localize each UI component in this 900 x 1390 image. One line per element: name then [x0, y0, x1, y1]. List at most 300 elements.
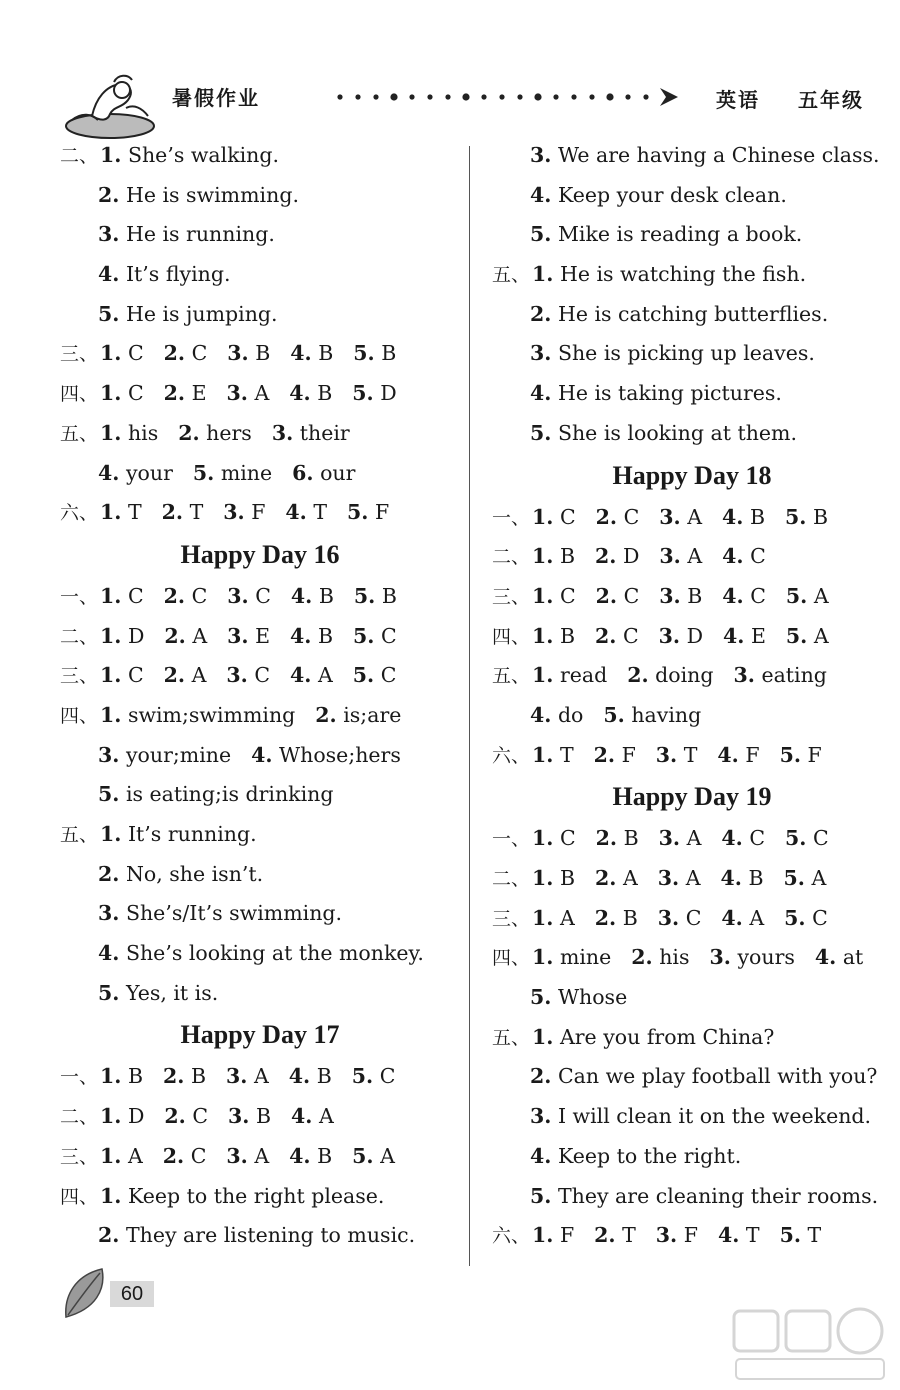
answer-text: C	[380, 663, 397, 688]
answer-text: B	[317, 623, 334, 648]
answer-text: C	[192, 1104, 208, 1129]
answer-item	[289, 374, 332, 414]
answer-text: B	[748, 866, 764, 890]
answer-text: Keep your desk clean.	[557, 182, 787, 207]
answer-text: F	[621, 742, 636, 767]
question-number: 4.	[530, 702, 552, 727]
answer-line	[492, 736, 892, 776]
answer-text: A	[685, 866, 701, 890]
answer-text: C	[559, 504, 576, 529]
question-number: 3.	[657, 905, 680, 930]
answer-item	[532, 1018, 774, 1058]
answer-line	[492, 136, 892, 176]
answer-text: read	[559, 663, 608, 688]
answer-item	[98, 855, 263, 895]
grade-label: 五年级	[798, 88, 864, 112]
question-number: 4.	[723, 623, 745, 648]
question-number: 1.	[100, 1064, 122, 1089]
answer-item	[100, 815, 257, 855]
question-number: 1.	[100, 702, 122, 727]
question-number: 5.	[785, 623, 808, 648]
section-number: 三、	[60, 1145, 99, 1168]
question-number: 2.	[595, 583, 618, 608]
answer-item	[594, 1216, 636, 1256]
question-number: 2.	[98, 1223, 120, 1248]
answer-text: A	[687, 544, 703, 569]
answer-text: eating	[761, 663, 827, 688]
answer-text: E	[191, 381, 207, 406]
question-number: 1.	[532, 905, 554, 930]
question-number: 4.	[722, 583, 744, 608]
question-number: 2.	[627, 663, 649, 688]
answer-item	[721, 899, 764, 939]
answer-item	[164, 656, 207, 696]
answer-text: your	[125, 460, 173, 485]
answer-item	[784, 859, 827, 899]
answer-text: E	[750, 623, 766, 648]
answer-item	[164, 617, 207, 657]
question-number: 5.	[785, 583, 808, 608]
answer-item	[627, 656, 713, 696]
answer-item	[354, 577, 397, 617]
answer-text: mine	[220, 460, 273, 485]
answer-text: F	[251, 500, 266, 525]
question-number: 1.	[532, 262, 554, 287]
answer-text: T	[807, 1223, 822, 1248]
question-number: 4.	[530, 182, 552, 207]
question-number: 4.	[289, 381, 311, 406]
answer-item	[226, 656, 270, 696]
answer-line	[492, 978, 892, 1018]
question-number: 3.	[733, 663, 755, 688]
answer-line	[60, 1057, 460, 1097]
section-number: 六、	[492, 744, 531, 767]
day-heading: Happy Day 17	[180, 1020, 340, 1050]
section-number: 二、	[60, 1106, 99, 1129]
answer-item	[786, 577, 829, 617]
answer-text: B	[749, 504, 766, 529]
answer-line	[60, 215, 460, 255]
question-number: 1.	[532, 1024, 554, 1049]
answer-item	[98, 454, 173, 494]
section-number: 六、	[492, 1225, 531, 1248]
answer-text: do	[557, 702, 584, 727]
answer-text: A	[253, 1064, 269, 1089]
question-number: 3.	[98, 742, 120, 767]
answer-item	[532, 255, 806, 295]
question-number: 2.	[163, 583, 186, 608]
question-number: 2.	[163, 1064, 185, 1089]
question-number: 4.	[530, 381, 552, 406]
answer-text: T	[745, 1223, 760, 1248]
question-number: 3.	[227, 623, 249, 648]
answer-item	[594, 736, 636, 776]
answer-line	[492, 1137, 892, 1177]
answer-item	[595, 859, 638, 899]
answer-line	[60, 815, 460, 855]
answer-line	[60, 656, 460, 696]
section-number: 五、	[60, 422, 99, 445]
answer-text: having	[631, 702, 702, 727]
answer-item	[98, 974, 218, 1014]
question-number: 2.	[315, 702, 337, 727]
answer-item	[290, 617, 333, 657]
answer-item	[530, 1137, 741, 1177]
answer-text: Mike is reading a book.	[557, 222, 803, 247]
answer-item	[100, 1177, 384, 1217]
answer-item	[100, 696, 295, 736]
answer-text: Are you from China?	[559, 1024, 775, 1049]
answer-line	[492, 938, 892, 978]
answer-item	[100, 334, 144, 374]
question-number: 1.	[532, 623, 554, 648]
answer-item	[228, 1097, 271, 1137]
answer-item	[815, 938, 863, 978]
answer-item	[532, 617, 575, 657]
answer-line	[60, 1137, 460, 1177]
answer-item	[98, 894, 342, 934]
answer-item	[530, 414, 797, 454]
question-number: 3.	[659, 504, 681, 529]
answer-text: A	[687, 504, 702, 529]
answer-item	[530, 696, 583, 736]
answer-line	[492, 577, 892, 617]
question-number: 5.	[784, 905, 806, 930]
section-number: 一、	[492, 828, 531, 851]
answer-text: his	[659, 945, 690, 970]
answer-text: C	[127, 341, 144, 366]
answer-item	[226, 1057, 269, 1097]
answer-line	[492, 374, 892, 414]
answer-item	[659, 577, 702, 617]
answer-line	[492, 295, 892, 335]
answer-line	[60, 855, 460, 895]
answer-text: They are cleaning their rooms.	[557, 1183, 879, 1208]
answer-text: She is looking at them.	[557, 420, 797, 445]
answer-text: We are having a Chinese class.	[557, 143, 880, 167]
question-number: 1.	[532, 866, 554, 890]
answer-item	[780, 736, 822, 776]
answer-text: A	[127, 1143, 143, 1168]
answer-item	[290, 334, 333, 374]
question-number: 2.	[164, 623, 186, 648]
question-number: 4.	[722, 504, 744, 529]
answer-text: She’s/It’s swimming.	[125, 901, 343, 926]
answer-text: B	[127, 1064, 144, 1089]
answer-line	[60, 1177, 460, 1217]
answer-line	[60, 974, 460, 1014]
answer-item	[100, 1097, 144, 1137]
answer-text: D	[622, 544, 640, 569]
question-number: 2.	[594, 905, 617, 930]
answer-item	[164, 374, 207, 414]
question-number: 2.	[530, 1064, 552, 1089]
answer-item	[532, 899, 575, 939]
answer-item	[722, 537, 766, 577]
answer-text: C	[812, 826, 829, 851]
answer-item	[226, 1137, 269, 1177]
answer-item	[596, 498, 640, 538]
page-number: 60	[110, 1281, 154, 1307]
question-number: 5.	[352, 663, 375, 688]
answer-line	[492, 255, 892, 295]
answer-item	[532, 819, 576, 859]
answer-item	[658, 899, 702, 939]
question-number: 3.	[658, 623, 681, 648]
question-number: 2.	[594, 1223, 616, 1248]
answer-text: He is swimming.	[125, 182, 299, 207]
right-answer-column	[492, 136, 892, 1256]
section-number: 四、	[60, 383, 99, 406]
answer-text: C	[127, 583, 144, 608]
answer-item	[659, 617, 703, 657]
answer-item	[722, 498, 765, 538]
answer-item	[532, 656, 607, 696]
answer-item	[347, 493, 389, 533]
answer-text: C	[190, 1143, 207, 1168]
answer-text: T	[127, 500, 142, 525]
question-number: 4.	[720, 866, 742, 890]
answer-text: T	[559, 742, 574, 767]
answer-text: C	[255, 583, 271, 608]
question-number: 3.	[226, 663, 248, 688]
answer-item	[603, 696, 701, 736]
answer-text: C	[623, 583, 640, 608]
question-number: 3.	[98, 901, 120, 926]
answer-item	[784, 899, 828, 939]
book-title: 暑假作业	[172, 86, 260, 110]
answer-text: B	[255, 341, 271, 366]
answer-text: Whose;hers	[279, 742, 401, 767]
answer-line	[60, 617, 460, 657]
answer-item	[785, 498, 828, 538]
question-number: 1.	[532, 742, 554, 767]
question-number: 5.	[783, 866, 805, 890]
question-number: 4.	[288, 1064, 311, 1089]
answer-line	[60, 1216, 460, 1256]
answer-text: A	[813, 583, 829, 608]
answer-item	[530, 978, 627, 1018]
section-number: 二、	[492, 546, 531, 569]
answer-text: mine	[559, 945, 612, 970]
answer-text: C	[749, 826, 766, 851]
question-number: 5.	[353, 341, 375, 366]
answer-item	[164, 577, 208, 617]
answer-item	[530, 1177, 878, 1217]
answer-text: is;are	[343, 702, 402, 727]
question-number: 2.	[530, 301, 552, 326]
answer-item	[596, 819, 639, 859]
question-number: 2.	[98, 861, 120, 886]
answer-line	[492, 414, 892, 454]
answer-text: No, she isn’t.	[125, 861, 264, 886]
answer-item	[98, 215, 275, 255]
answer-line	[492, 1057, 892, 1097]
question-number: 5.	[785, 504, 807, 529]
answer-text: C	[622, 623, 639, 648]
answer-line	[492, 819, 892, 859]
answer-text: D	[686, 623, 704, 648]
answer-line	[60, 493, 460, 533]
answer-item	[290, 656, 333, 696]
question-number: 1.	[100, 1183, 122, 1208]
answer-item	[530, 1097, 871, 1137]
question-number: 3.	[226, 381, 248, 406]
answer-line	[492, 617, 892, 657]
answer-item	[659, 819, 702, 859]
answer-item	[98, 736, 231, 776]
answer-text: B	[559, 544, 576, 569]
answer-item	[315, 696, 401, 736]
answer-item	[595, 617, 639, 657]
question-number: 5.	[352, 381, 374, 406]
answer-text: A	[318, 1104, 334, 1129]
question-number: 4.	[290, 341, 312, 366]
answer-item	[786, 617, 829, 657]
answer-text: B	[255, 1104, 272, 1129]
answer-text: She’s looking at the monkey.	[125, 941, 424, 966]
answer-item	[721, 819, 765, 859]
answer-item	[530, 334, 815, 374]
answer-item	[227, 617, 270, 657]
answer-text: B	[559, 623, 576, 648]
question-number: 2.	[163, 663, 186, 688]
answer-line	[60, 414, 460, 454]
leaf-icon	[62, 1265, 114, 1323]
section-number: 二、	[60, 145, 99, 167]
answer-item	[98, 255, 230, 295]
question-number: 1.	[100, 341, 122, 366]
section-number: 五、	[492, 665, 531, 688]
answer-text: It’s running.	[127, 822, 257, 846]
answer-item	[530, 215, 802, 255]
question-number: 4.	[98, 460, 120, 485]
answer-item	[659, 498, 702, 538]
answer-text: He is taking pictures.	[557, 381, 782, 406]
answer-item	[631, 938, 689, 978]
answer-item	[100, 414, 158, 454]
answer-line	[492, 498, 892, 538]
answer-text: our	[320, 460, 356, 485]
answer-item	[164, 1097, 208, 1137]
answer-item	[532, 1216, 574, 1256]
question-number: 3.	[655, 742, 678, 767]
answer-text: A	[192, 623, 208, 648]
answer-text: is eating;is drinking	[125, 782, 334, 807]
answer-line	[60, 1097, 460, 1137]
answer-line	[492, 176, 892, 216]
answer-text: yours	[737, 945, 795, 970]
answer-line	[60, 696, 460, 736]
answer-item	[178, 414, 252, 454]
question-number: 1.	[532, 826, 554, 851]
question-number: 3.	[658, 826, 681, 851]
answer-item	[721, 859, 764, 899]
question-number: 5.	[98, 782, 120, 807]
question-number: 5.	[352, 1143, 374, 1168]
answer-item	[596, 577, 640, 617]
question-number: 1.	[100, 1143, 122, 1168]
answer-text: F	[683, 1223, 698, 1248]
question-number: 2.	[595, 544, 617, 569]
answer-item	[291, 1097, 334, 1137]
answer-text: A	[191, 663, 207, 688]
answer-item	[658, 859, 701, 899]
answer-text: B	[622, 905, 638, 930]
question-number: 4.	[721, 905, 743, 930]
answer-text: swim;swimming	[127, 702, 296, 727]
answer-item	[227, 374, 270, 414]
answer-item	[100, 1137, 143, 1177]
answer-text: T	[189, 500, 204, 525]
answer-text: B	[559, 866, 576, 890]
answer-line	[492, 899, 892, 939]
question-number: 1.	[532, 504, 554, 529]
question-number: 5.	[347, 500, 369, 525]
answer-text: A	[380, 1143, 395, 1168]
question-number: 6.	[292, 460, 314, 485]
answer-text: C	[191, 583, 208, 608]
question-number: 3.	[226, 1143, 248, 1168]
answer-line	[60, 934, 460, 974]
answer-text: B	[317, 1143, 333, 1168]
answer-item	[353, 617, 397, 657]
answer-text: B	[812, 504, 829, 529]
answer-line	[492, 656, 892, 696]
answer-item	[352, 1057, 396, 1097]
answer-text: I will clean it on the weekend.	[557, 1104, 872, 1129]
question-number: 4.	[814, 945, 837, 970]
answer-item	[100, 1057, 143, 1097]
question-number: 5.	[351, 1064, 374, 1089]
answer-item	[656, 736, 698, 776]
question-number: 1.	[532, 945, 554, 970]
section-number: 五、	[492, 1026, 531, 1049]
answer-text: Keep to the right please.	[127, 1183, 385, 1208]
answer-text: A	[622, 866, 638, 890]
answer-line	[60, 374, 460, 414]
question-number: 4.	[717, 1223, 740, 1248]
answer-text: F	[807, 742, 822, 767]
question-number: 1.	[100, 663, 122, 688]
answer-line	[492, 537, 892, 577]
answer-item	[532, 859, 575, 899]
answer-line	[60, 577, 460, 617]
question-number: 1.	[532, 544, 554, 569]
answer-text: A	[811, 866, 827, 890]
question-number: 5.	[192, 460, 215, 485]
question-number: 1.	[100, 822, 122, 846]
question-number: 3.	[659, 583, 681, 608]
answer-text: F	[374, 500, 390, 525]
answer-item	[352, 1137, 395, 1177]
section-number: 四、	[492, 625, 531, 648]
answer-item	[223, 493, 265, 533]
section-number: 一、	[60, 1066, 99, 1089]
answer-item	[285, 493, 327, 533]
question-number: 2.	[595, 623, 617, 648]
answer-text: B	[317, 381, 333, 406]
answer-text: C	[127, 381, 144, 406]
answer-item	[734, 656, 827, 696]
question-number: 3.	[709, 945, 731, 970]
answer-item	[785, 819, 829, 859]
answer-item	[530, 295, 828, 335]
question-number: 3.	[271, 420, 294, 445]
question-number: 2.	[161, 500, 184, 525]
answer-item	[272, 414, 350, 454]
section-number: 六、	[60, 502, 99, 525]
